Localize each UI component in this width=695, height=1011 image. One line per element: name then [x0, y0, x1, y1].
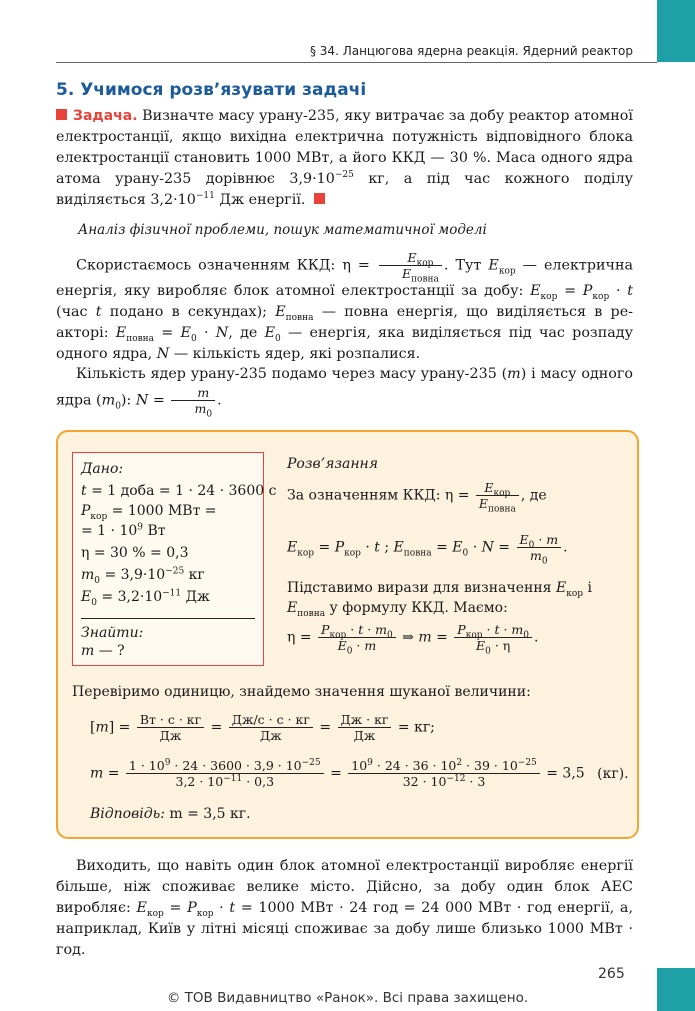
section-title: 5. Учимося розв’язувати задачі [56, 80, 367, 100]
unit-check: [m] = $\frac{Вт \cdot с \cdot кг}{Дж}$ = $\frac{Дж/с \cdot с \cdot кг}{Дж}$ = $\frac{Дж \cdot кг}{Дж}$ = кг; [90, 712, 435, 743]
page-edge-tab [657, 0, 695, 62]
running-header: § 34. Ланцюгова ядерна реакція. Ядерний реактор [309, 44, 633, 58]
numeric-calc: m = $\frac{1 \cdot 10^9 \cdot 24 \cdot 3600 \cdot 3,9 \cdot 10^{-25}}{3,2 \cdot 10^{-11} \cdot 0,3}$ = $\frac{10^9 \cdot 24 \cdot 36 \cdot 10^2 \cdot 39 \cdot 10^{-25}}{32 \cdot 10^{-12} \cdot 3}$ = 3,5 (кг). [90, 757, 629, 789]
given-line: η = 30 % = 0,3 [81, 545, 189, 561]
given-line: $m_0 = 3,9\cdot 10^{-25}$ кг [81, 566, 205, 586]
analysis-heading: Аналіз фізичної проблеми, пошук математичної моделі [78, 222, 487, 238]
given-box [72, 452, 277, 666]
given-line: = $1 \cdot 10^9$ Вт [81, 522, 166, 539]
solution-line-2: $E_{кор} = P_{кор} \cdot t$ ; $E_{повна} = E_0 \cdot N$ = $\frac{E_0 \cdot m}{m_0}$ . [287, 532, 568, 567]
task-label: Задача. [73, 108, 138, 124]
copyright-notice: © ТОВ Видавництво «Ранок». Всі права захищено. [166, 990, 529, 1006]
answer-line [90, 806, 251, 822]
page-number: 265 [598, 966, 625, 982]
given-line: $P_{кор} = 1000$ МВт = [81, 503, 217, 522]
header-rule [56, 62, 657, 63]
solution-line-4: η = $\frac{P_{кор} \cdot t \cdot m_0}{E_0 \cdot m}$ ⇒ m = $\frac{P_{кор} \cdot t \cdot m_0}{E_0 \cdot \eta}$ . [287, 622, 539, 657]
task-paragraph: Задача. Визначте масу урану-235, яку витрачає за добу реактор атомної електростанції, якщо вихідна електрична потужність відповідного блока електростанції становить 1000 МВт, а його ККД — 30 %. Маса одного ядра атома урану-235 дорівнює $3,9\cdot 10^{-25}$ кг, а під час кожного поділу виділяється $3,2\cdot 10^{-11}$ Дж енергії. [56, 108, 633, 208]
given-line: t = 1 доба = 1 · 24 · 3600 с [81, 483, 277, 499]
solution-line-1: За означенням ККД: η = $\frac{E_{кор}}{E_{повна}}$ , де [287, 480, 547, 515]
task-end-icon [314, 193, 325, 204]
analysis-paragraph-2: Кількість ядер урану-235 подамо через масу урану-235 (m) і масу одного ядра $(m_0)$: N = $\frac{m}{m_0}$ . [56, 366, 633, 420]
task-marker-icon [56, 109, 67, 120]
find-heading: Знайти: [81, 625, 144, 641]
analysis-paragraph-1: Скористаємось означенням ККД: η = $\frac{E_{кор}}{E_{повна}}$ . Тут $E_{кор}$ — електрична енергія, яку виробляє блок атомної електростанції за добу: $E_{кор} = P_{кор} \cdot t$ (час t подано в секундах); $E_{повна}$ — повна енергія, що виділяється в реакторі: $E_{повна} = E_0 \cdot N$, де $E_0$ — енергія, яка виділяється під час розпаду одного ядра, N — кількість ядер, які розпалися. [56, 250, 634, 362]
check-heading: Перевіримо одиницю, знайдемо значення шуканої величини: [72, 684, 531, 700]
conclusion-paragraph: Виходить, що навіть один блок атомної електростанції виробляє енергії більше, ніж споживає велике місто. Дійсно, за добу один блок АЕС виробляє: $E_{кор} = P_{кор} \cdot t = 1000$ МВт · 24 год = 24 000 МВт · год енергії, а, наприклад, Київ у літні місяці споживає за добу лише близько 1000 МВт · год. [56, 858, 634, 958]
given-divider [81, 618, 255, 619]
answer-label: Відповідь: [90, 806, 165, 822]
find-value: m — ? [81, 643, 125, 659]
given-line: $E_0 = 3,2\cdot 10^{-11}$ Дж [81, 588, 210, 608]
answer-value: m = 3,5 кг. [169, 806, 251, 822]
given-heading: Дано: [81, 461, 124, 477]
solution-heading: Розв’язання [287, 456, 379, 472]
solution-line-3: Підставимо вирази для визначення $E_{кор}$ і $E_{повна}$ у формулу ККД. Маємо: [287, 580, 592, 619]
